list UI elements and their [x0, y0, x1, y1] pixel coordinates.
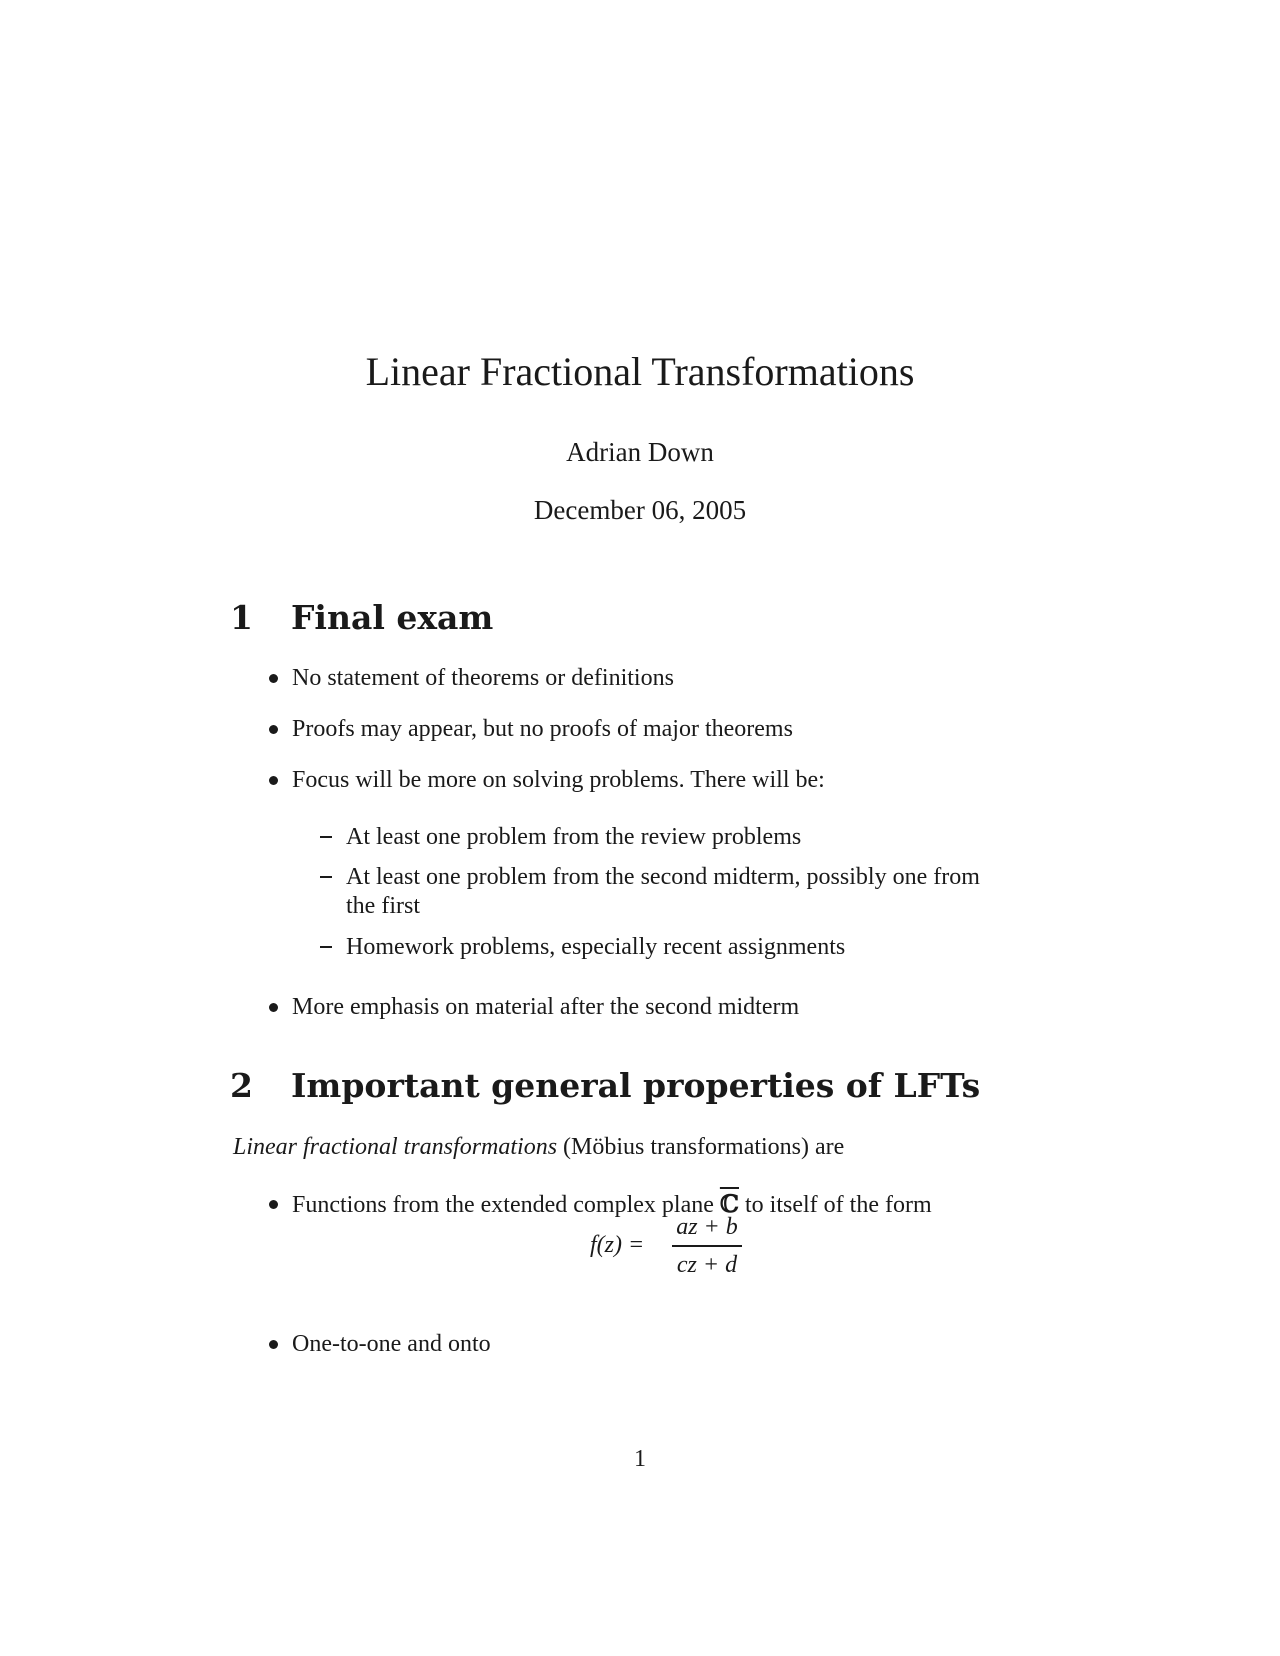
- author-name: Adrian Down: [566, 437, 714, 467]
- document-date: December 06, 2005: [533, 495, 747, 525]
- bullet-icon: [269, 674, 278, 683]
- dash-icon: [320, 946, 332, 948]
- sub-list-item: At least one problem from the second midterm, possibly one from: [346, 864, 980, 890]
- list-item-text: to itself of the form: [745, 1192, 932, 1218]
- list-item: [292, 1189, 932, 1220]
- bullet-icon: [269, 776, 278, 785]
- intro-italic-term: Linear fractional transformations: [233, 1134, 558, 1160]
- list-item: Focus will be more on solving problems. There will be:: [292, 767, 825, 793]
- formula-numerator: az + b: [676, 1214, 738, 1240]
- sub-list-item: At least one problem from the review problems: [346, 824, 802, 850]
- bullet-icon: [269, 1340, 278, 1349]
- extended-complex-plane-symbol: ℂ: [719, 1189, 739, 1218]
- sub-list-item-continuation: the first: [346, 893, 420, 919]
- bullet-icon: [269, 725, 278, 734]
- section-2-title: Important general properties of LFTs: [291, 1066, 981, 1105]
- list-item: No statement of theorems or definitions: [292, 665, 674, 691]
- formula-denominator: cz + d: [676, 1251, 738, 1278]
- bullet-icon: [269, 1200, 278, 1209]
- bullet-icon: [269, 1003, 278, 1012]
- section-2-number: 2: [230, 1066, 253, 1105]
- list-item-text: Functions from the extended complex plane: [292, 1192, 714, 1218]
- dash-icon: [320, 836, 332, 838]
- intro-rest: (Möbius transformations) are: [557, 1134, 845, 1160]
- document-title: Linear Fractional Transformations: [365, 349, 915, 394]
- formula-lhs: f(z) =: [590, 1232, 645, 1258]
- section-2-intro: [233, 1132, 844, 1162]
- list-item: One-to-one and onto: [292, 1331, 491, 1357]
- section-1-title: Final exam: [291, 598, 494, 637]
- list-item: Proofs may appear, but no proofs of major theorems: [292, 716, 793, 742]
- dash-icon: [320, 876, 332, 878]
- sub-list-item: Homework problems, especially recent assignments: [346, 934, 846, 960]
- formula-fraction: [672, 1212, 742, 1280]
- list-item: More emphasis on material after the second midterm: [292, 994, 800, 1020]
- page-number: 1: [634, 1446, 646, 1472]
- fraction-bar: [672, 1245, 742, 1247]
- section-1-number: 1: [230, 598, 253, 637]
